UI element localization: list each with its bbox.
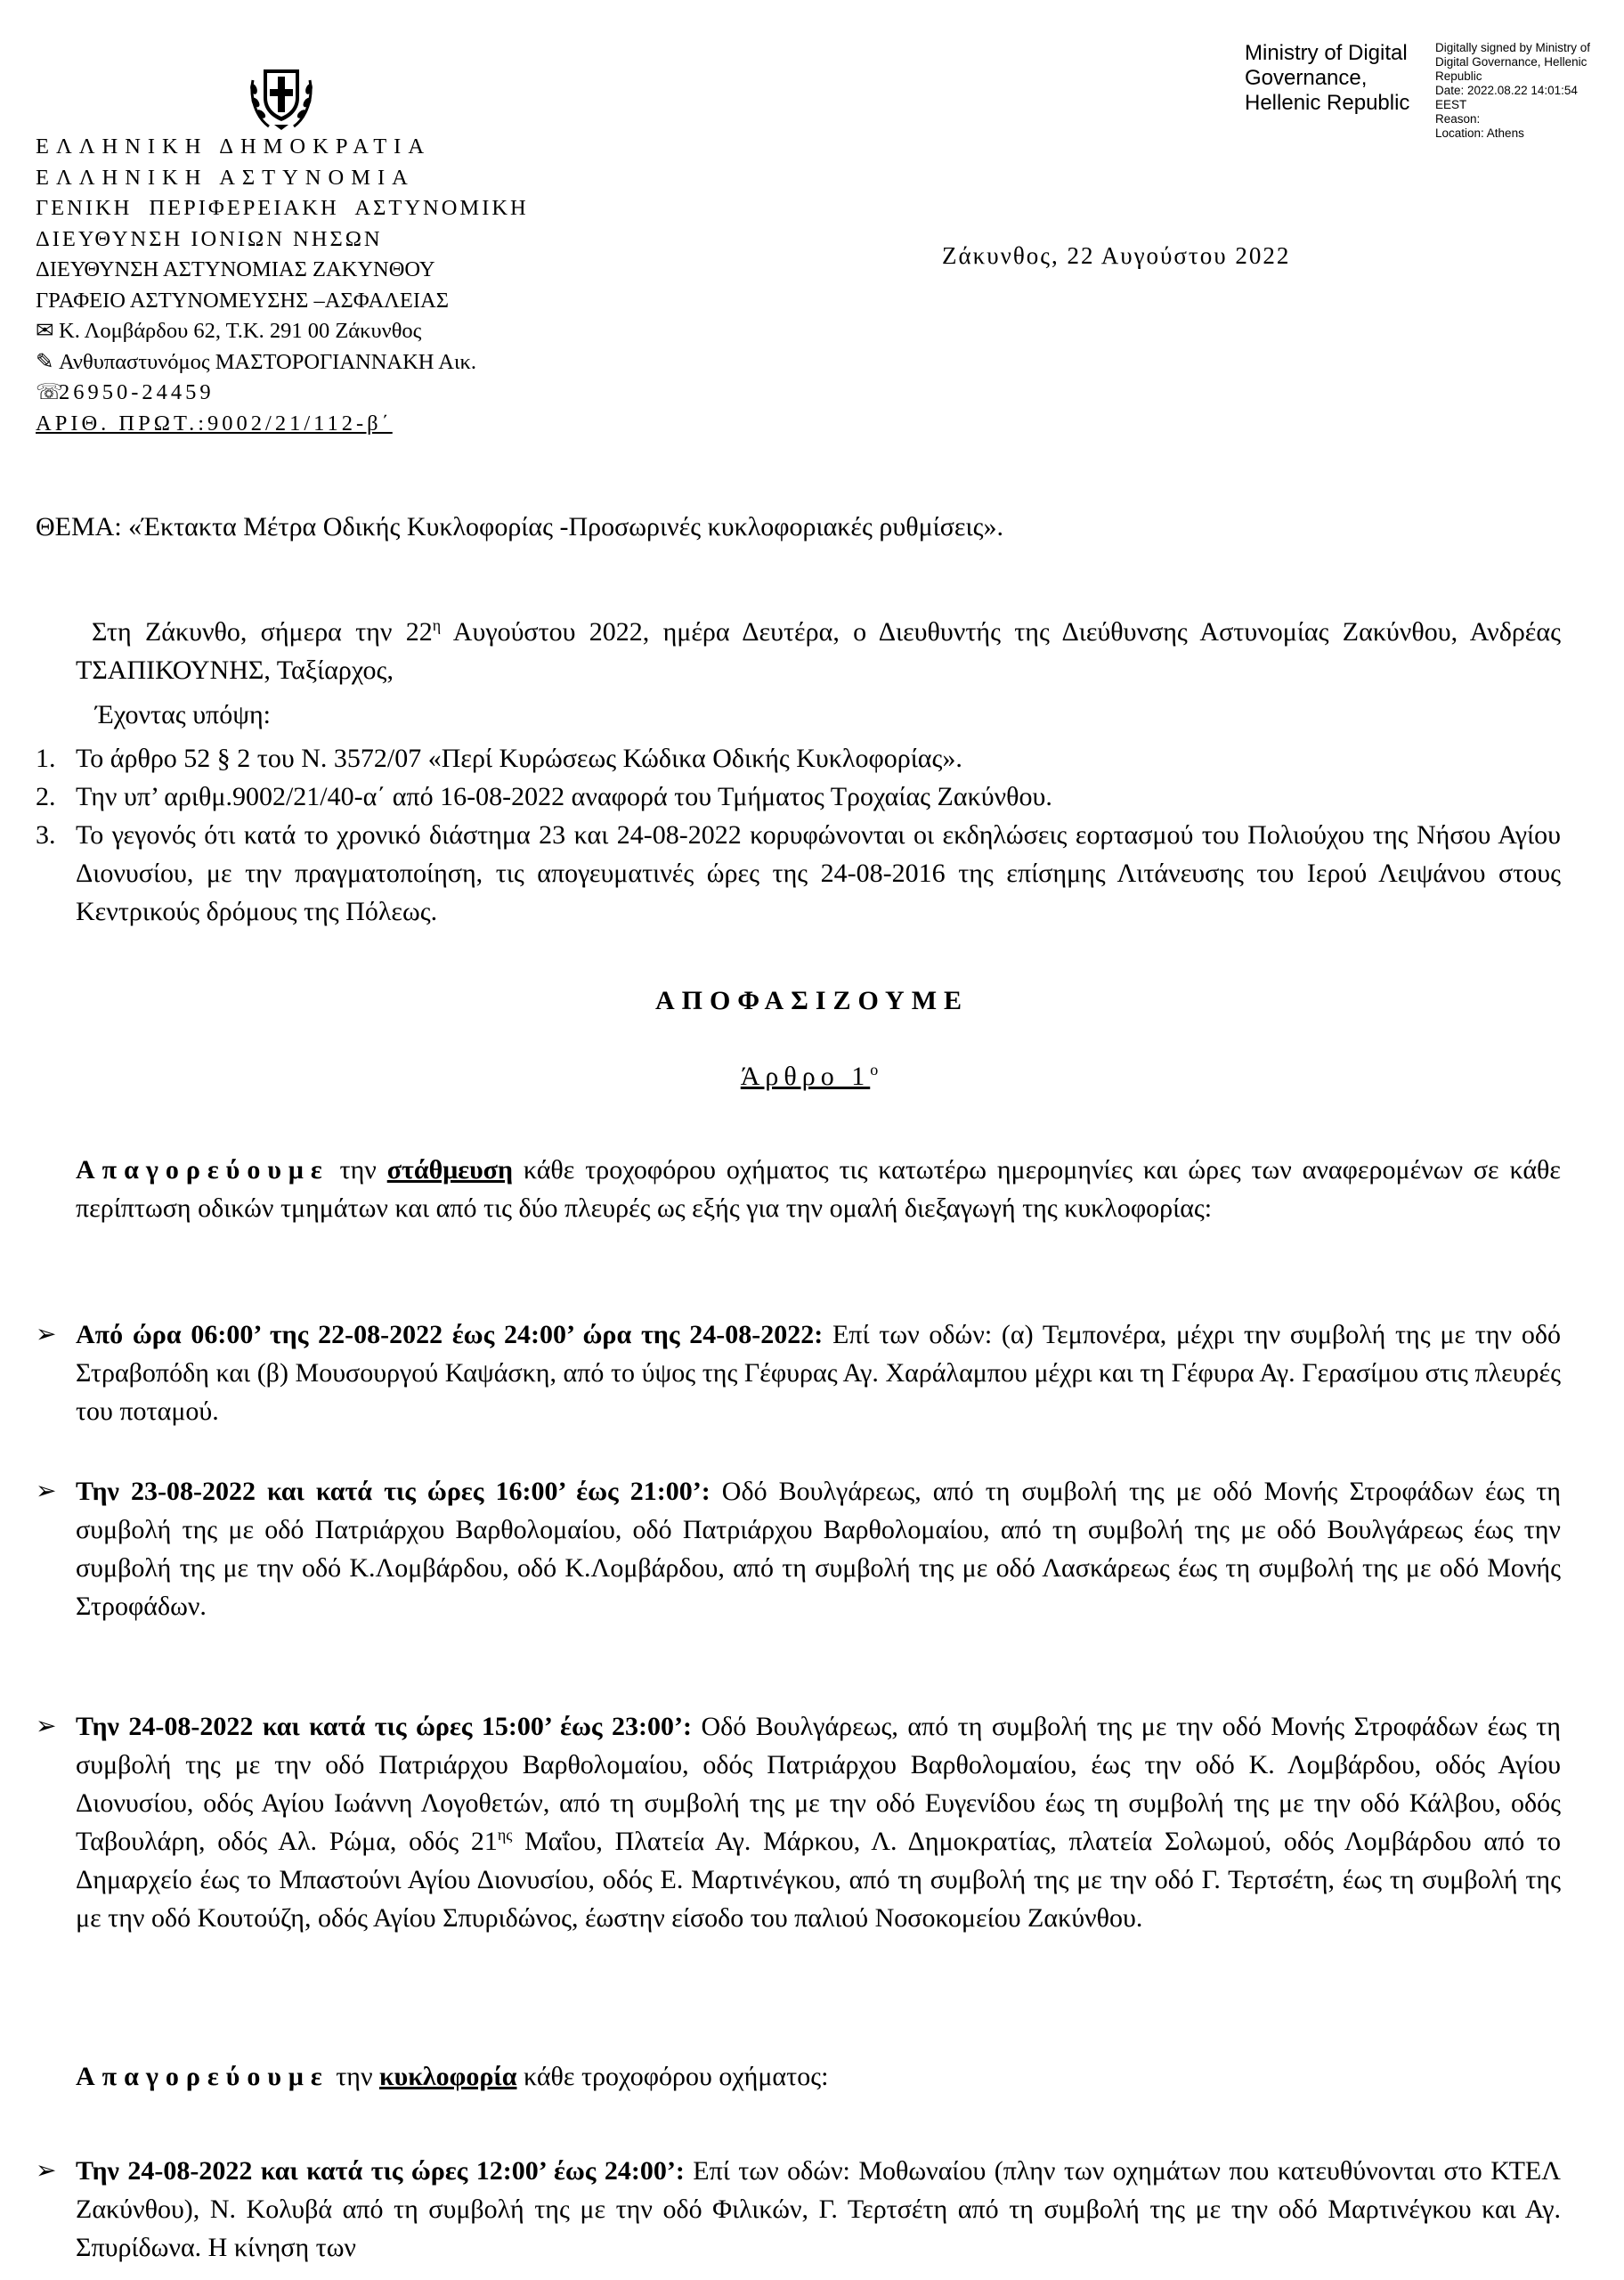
arrow-bullet-icon: ➢ <box>36 1713 57 1740</box>
signature-detail-line: Digitally signed by Ministry of <box>1435 41 1591 54</box>
signature-organization <box>1245 41 1409 116</box>
document-subject: ΘΕΜΑ: «Έκτακτα Μέτρα Οδικής Κυκλοφορίας -Προσωρινές κυκλοφοριακές ρυθμίσεις». <box>36 512 1003 542</box>
signature-detail-line: EEST <box>1435 98 1467 111</box>
list-item: ➢ Την 24-08-2022 και κατά τις ώρες 12:00’ έως 24:00’: Επί των οδών: Μοθωναίου (πλην των οχημάτων που κατευθύνονται στο ΚΤΕΛ Ζακύνθου), Ν. Κολυβά από τη συμβολή της με την οδό Φιλικών, Γ. Τερτσέτη από τη συμβολή της με την οδό Μαρτινέγκου και Αγ. Σπυρίδωνα. Η κίνηση των <box>36 2152 1561 2267</box>
arrow-bullet-icon: ➢ <box>36 1478 57 1505</box>
list-item: 2. Την υπ’ αριθμ.9002/21/40-α΄ από 16-08-2022 αναφορά του Τμήματος Τροχαίας Ζακύνθου. <box>36 782 1052 811</box>
address-line: ✉ Κ. Λομβάρδου 62, Τ.Κ. 291 00 Ζάκυνθος <box>36 316 659 347</box>
considering-heading: Έχοντας υπόψη: <box>95 700 271 729</box>
header-line: ΓΕΝΙΚΗ ΠΕΡΙΦΕΡΕΙΑΚΗ ΑΣΤΥΝΟΜΙΚΗ <box>36 196 529 220</box>
traffic-paragraph: Απαγορεύουμε την κυκλοφορία κάθε τροχοφόρου οχήματος: <box>76 2062 829 2091</box>
envelope-icon: ✉ <box>36 319 54 343</box>
greek-coat-of-arms-icon <box>246 53 317 132</box>
header-line: ΔΙΕΥΘΥΝΣΗ ΑΣΤΥΝΟΜΙΑΣ ΖΑΚΥΝΘΟΥ <box>36 257 435 281</box>
arrow-bullet-icon: ➢ <box>36 1321 57 1348</box>
header-line: ΔΙΕΥΘΥΝΣΗ ΙΟΝΙΩΝ ΝΗΣΩΝ <box>36 226 383 251</box>
signature-detail-line: Republic <box>1435 69 1482 83</box>
article-heading: Άρθρο $1^o$ <box>740 1061 884 1091</box>
header-line: ΕΛΛΗΝΙΚΗ ΔΗΜΟΚΡΑΤΙΑ <box>36 134 432 159</box>
signature-org-line: Hellenic Republic <box>1245 91 1410 115</box>
contact-line: ✎ Ανθυπαστυνόμος ΜΑΣΤΟΡΟΓΙΑΝΝΑΚΗ Αικ. <box>36 347 659 379</box>
phone-icon: ☏ <box>36 380 63 404</box>
arrow-bullet-icon: ➢ <box>36 2157 57 2185</box>
issuer-header <box>36 132 659 439</box>
signature-details <box>1435 41 1604 141</box>
digital-signature <box>1245 41 1601 148</box>
signature-detail-line: Location: Athens <box>1435 126 1524 140</box>
list-item: ➢ Την 23-08-2022 και κατά τις ώρες 16:00’ έως 21:00’: Οδό Βουλγάρεως, από τη συμβολή της με οδό Μονής Στροφάδων έως τη συμβολή της με οδό Πατριάρχου Βαρθολομαίου, οδό Πατριάρχου Βαρθολομαίου, από τη συμβολή της με οδό Βουλγάρεως έως την συμβολή της με την οδό Κ.Λομβάρδου, οδό Κ.Λομβάρδου, από τη συμβολή της με οδό Λασκάρεως έως τη συμβολή της με οδό Μονής Στροφάδων. <box>36 1472 1561 1625</box>
phone-line: ☏26950-24459 <box>36 378 659 409</box>
considerations-list <box>36 739 1561 931</box>
list-item: 1. Το άρθρο 52 § 2 του Ν. 3572/07 «Περί Κυρώσεως Κώδικα Οδικής Κυκλοφορίας». <box>36 744 962 773</box>
list-item: ➢ Από ώρα 06:00’ της 22-08-2022 έως 24:00’ ώρα της 24-08-2022: Επί των οδών: (α) Τεμπονέρα, μέχρι την συμβολή της με την οδό Στραβοπόδη και (β) Μουσουργού Καψάσκη, από το ύψος της Γέφυρας Αγ. Χαράλαμπου μέχρι και τη Γέφυρα Αγ. Γερασίμου στις πλευρές του ποταμού. <box>36 1315 1561 1430</box>
signature-detail-line: Digital Governance, Hellenic <box>1435 55 1587 69</box>
intro-paragraph: Στη Ζάκυνθο, σήμερα την $22^\eta$ Αυγούστου 2022, ημέρα Δευτέρα, ο Διευθυντής της Διεύθυνσης Αστυνομίας Ζακύνθου, Ανδρέας ΤΣΑΠΙΚΟΥΝΗΣ, Ταξίαρχος, <box>76 616 1561 685</box>
decision-heading: ΑΠΟΦΑΣΙΖΟΥΜΕ <box>654 986 970 1015</box>
signature-detail-line: Date: 2022.08.22 14:01:54 <box>1435 84 1578 97</box>
parking-paragraph: Απαγορεύουμε την στάθμευση κάθε τροχοφόρου οχήματος τις κατωτέρω ημερομηνίες και ώρες των αναφερομένων σε κάθε περίπτωση οδικών τμημάτων και από τις δύο πλευρές ως εξής για την ομαλή διεξαγωγή της κυκλοφορίας: <box>76 1155 1562 1223</box>
list-item: 3. Το γεγονός ότι κατά το χρονικό διάστημα 23 και 24-08-2022 κορυφώνονται οι εκδηλώσεις εορτασμού του Πολιούχου της Νήσου Αγίου Διονυσίου, με την πραγματοποίηση, τις απογευματινές ώρες της 24-08-2016 της επίσημης Λιτάνευσης του Ιερού Λειψάνου στους Κεντρικούς δρόμους της Πόλεως. <box>36 820 1561 926</box>
signature-org-line: Ministry of Digital <box>1245 41 1408 65</box>
protocol-number: ΑΡΙΘ. ΠΡΩΤ.:9002/21/112-β΄ <box>36 411 393 436</box>
pencil-icon: ✎ <box>36 349 54 374</box>
signature-org-line: Governance, <box>1245 66 1368 90</box>
header-line: ΕΛΛΗΝΙΚΗ ΑΣΤΥΝΟΜΙΑ <box>36 165 415 190</box>
list-item: ➢ Την 24-08-2022 και κατά τις ώρες 15:00’ έως 23:00’: Οδό Βουλγάρεως, από τη συμβολή της με την οδό Μονής Στροφάδων έως τη συμβολή της με την οδό Πατριάρχου Βαρθολομαίου, οδός Πατριάρχου Βαρθολομαίου, έως την οδό Κ. Λομβάρδου, οδός Αγίου Διονυσίου, οδός Αγίου Ιωάννη Λογοθετών, από τη συμβολή της με την οδό Ευγενίδου έως τη συμβολή της με την οδό Κάλβου, οδός Ταβουλάρη, οδός Αλ. Ρώμα, οδός $21^{\eta\varsigma}$ Μαΐου, Πλατεία Αγ. Μάρκου, Λ. Δημοκρατίας, πλατεία Σολωμού, οδός Λομβάρδου από το Δημαρχείο έως το Μπαστούνι Αγίου Διονυσίου, οδός Ε. Μαρτινέγκου, από τη συμβολή της με την οδό Γ. Τερτσέτη, έως τη συμβολή της με την οδό Κουτούζη, οδός Αγίου Σπυριδώνος, έωστην είσοδο του παλιού Νοσοκομείου Ζακύνθου. <box>36 1707 1561 1937</box>
document-date: Ζάκυνθος, 22 Αυγούστου 2022 <box>942 242 1291 269</box>
header-line: ΓΡΑΦΕΙΟ ΑΣΤΥΝΟΜΕΥΣΗΣ –ΑΣΦΑΛΕΙΑΣ <box>36 288 450 313</box>
signature-detail-line: Reason: <box>1435 112 1481 126</box>
